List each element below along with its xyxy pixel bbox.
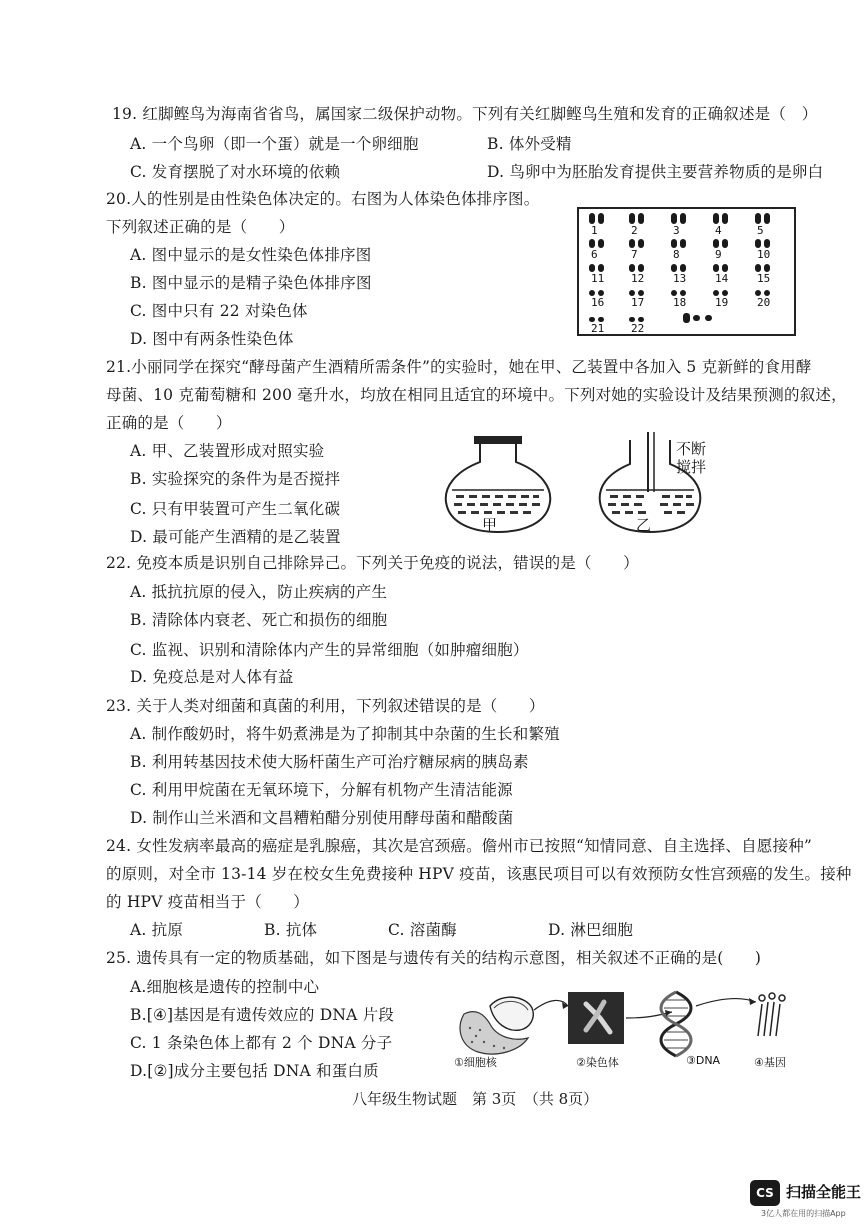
q19-stem: 19. 红脚鲣鸟为海南省省鸟，属国家二级保护动物。下列有关红脚鲣鸟生殖和发育的正确叙述是（ ） <box>112 105 818 123</box>
q24-option-a: A. 抗原 <box>130 921 184 939</box>
q20-stem-line1: 20.人的性别是由性染色体决定的。右图为人体染色体排序图。 <box>106 190 540 208</box>
q22-stem: 22. 免疫本质是识别自己排除异己。下列关于免疫的说法，错误的是（ ） <box>106 554 639 572</box>
chromosome-glyph <box>680 239 686 249</box>
chromosome-glyph <box>764 213 770 224</box>
q23-option-c: C. 利用甲烷菌在无氧环境下，分解有机物产生清洁能源 <box>130 781 513 799</box>
flask-jia <box>446 436 550 532</box>
q19-option-a: A. 一个鸟卵（即一个蛋）就是一个卵细胞 <box>130 135 419 153</box>
stir-label-line2: 搅拌 <box>676 458 707 476</box>
q24-option-d: D. 淋巴细胞 <box>548 921 634 939</box>
q22-option-a: A. 抵抗抗原的侵入，防止疾病的产生 <box>130 583 388 601</box>
fig-label-dna: ③DNA <box>686 1054 721 1067</box>
q25-stem: 25. 遗传具有一定的物质基础，如下图是与遗传有关的结构示意图，相关叙述不正确的是( ) <box>106 949 762 967</box>
chromosome-glyph <box>671 213 677 224</box>
q22-option-b: B. 清除体内衰老、死亡和损伤的细胞 <box>130 611 388 629</box>
yeast-flask-figure <box>436 432 736 538</box>
karyotype-number: 11 <box>591 272 605 285</box>
sex-chromosome-glyph <box>705 315 712 321</box>
fig-label-gene: ④基因 <box>754 1056 786 1069</box>
chromosome-glyph <box>713 264 719 272</box>
fig-label-nucleus: ①细胞核 <box>454 1056 497 1069</box>
q20-option-c: C. 图中只有 22 对染色体 <box>130 302 308 320</box>
karyotype-number: 20 <box>757 296 771 309</box>
nucleus-drawing <box>460 997 533 1054</box>
chromosome-glyph <box>589 213 595 224</box>
sex-chromosome-glyph <box>683 313 690 323</box>
q25-option-c: C. 1 条染色体上都有 2 个 DNA 分子 <box>130 1034 393 1052</box>
stir-label-line1: 不断 <box>676 440 707 458</box>
q23-option-b: B. 利用转基因技术使大肠杆菌生产可治疗糖尿病的胰岛素 <box>130 753 529 771</box>
chromosome-glyph <box>722 213 728 224</box>
karyotype-number: 6 <box>591 248 598 261</box>
chromosome-glyph <box>671 264 677 272</box>
q25-option-d: D.[②]成分主要包括 DNA 和蛋白质 <box>130 1062 379 1080</box>
chromosome-glyph <box>755 213 761 224</box>
q19-option-c: C. 发育摆脱了对水环境的依赖 <box>130 163 341 181</box>
q21-option-d: D. 最可能产生酒精的是乙装置 <box>130 528 341 546</box>
chromosome-glyph <box>629 213 635 224</box>
page-footer: 八年级生物试题 第 3页 （共 8页） <box>352 1090 599 1108</box>
chromosome-glyph <box>755 239 761 249</box>
chromosome-glyph <box>589 239 595 249</box>
q22-option-d: D. 免疫总是对人体有益 <box>130 668 294 686</box>
q19-option-b: B. 体外受精 <box>487 135 572 153</box>
chromosome-glyph <box>764 239 770 249</box>
karyotype-number: 8 <box>673 248 680 261</box>
q21-stem-line1: 21.小丽同学在探究“酵母菌产生酒精所需条件”的实验时，她在甲、乙装置中各加入 5 克新鲜的食用酵 <box>106 358 812 376</box>
q24-option-c: C. 溶菌酶 <box>388 921 457 939</box>
q25-option-b: B.[④]基因是有遗传效应的 DNA 片段 <box>130 1006 395 1024</box>
q20-option-b: B. 图中显示的是精子染色体排序图 <box>130 274 372 292</box>
chromosome-glyph <box>671 239 677 249</box>
q24-option-b: B. 抗体 <box>264 921 318 939</box>
karyotype-number: 14 <box>715 272 729 285</box>
q19-option-d: D. 鸟卵中为胚胎发育提供主要营养物质的是卵白 <box>487 163 824 181</box>
heredity-structure-figure <box>450 984 820 1070</box>
fig-label-chromosome: ②染色体 <box>576 1056 619 1069</box>
karyotype-number: 17 <box>631 296 645 309</box>
karyotype-number: 10 <box>757 248 771 261</box>
q23-stem: 23. 关于人类对细菌和真菌的利用，下列叙述错误的是（ ） <box>106 697 545 715</box>
q24-stem-line3: 的 HPV 疫苗相当于（ ） <box>106 893 309 911</box>
q21-option-a: A. 甲、乙装置形成对照实验 <box>130 442 325 460</box>
q24-stem-line2: 的原则，对全市 13-14 岁在校女生免费接种 HPV 疫苗，该惠民项目可以有效预防女性宫颈癌的发生。接种 <box>106 865 852 883</box>
flask-yi-label: 乙 <box>636 516 652 534</box>
karyotype-number: 18 <box>673 296 687 309</box>
karyotype-number: 21 <box>591 322 605 335</box>
chromosome-glyph <box>598 213 604 224</box>
karyotype-number: 7 <box>631 248 638 261</box>
flask-jia-label: 甲 <box>482 516 498 534</box>
q21-stem-line3: 正确的是（ ） <box>106 414 232 432</box>
chromosome-glyph <box>764 264 770 272</box>
chromosome-glyph <box>722 264 728 272</box>
chromosome-glyph <box>638 213 644 224</box>
karyotype-number: 15 <box>757 272 771 285</box>
chromosome-glyph <box>629 239 635 249</box>
camscanner-logo-badge: CS <box>750 1180 780 1206</box>
chromosome-glyph <box>755 264 761 272</box>
gene-segments <box>758 993 785 1036</box>
q25-option-a: A.细胞核是遗传的控制中心 <box>130 978 320 996</box>
chromosome-glyph <box>713 239 719 249</box>
karyotype-number: 4 <box>715 224 722 237</box>
q22-option-c: C. 监视、识别和清除体内产生的异常细胞（如肿瘤细胞） <box>130 641 529 659</box>
chromosome-glyph <box>629 264 635 272</box>
q20-option-d: D. 图中有两条性染色体 <box>130 330 294 348</box>
q21-option-b: B. 实验探究的条件为是否搅拌 <box>130 470 341 488</box>
chromosome-glyph <box>680 213 686 224</box>
chromosome-glyph <box>598 264 604 272</box>
camscanner-subtitle: 3亿人都在用的扫描App <box>761 1209 846 1218</box>
chromosome-glyph <box>638 239 644 249</box>
q23-option-a: A. 制作酸奶时，将牛奶煮沸是为了抑制其中杂菌的生长和繁殖 <box>130 725 560 743</box>
karyotype-number: 1 <box>591 224 598 237</box>
karyotype-number: 19 <box>715 296 729 309</box>
camscanner-title: 扫描全能王 <box>786 1183 862 1201</box>
sex-chromosome-glyph <box>693 315 700 321</box>
karyotype-number: 3 <box>673 224 680 237</box>
karyotype-number: 5 <box>757 224 764 237</box>
karyotype-number: 13 <box>673 272 687 285</box>
q20-stem-line2: 下列叙述正确的是（ ） <box>106 218 295 236</box>
chromosome-glyph <box>713 213 719 224</box>
karyotype-number: 16 <box>591 296 605 309</box>
karyotype-number: 9 <box>715 248 722 261</box>
karyotype-figure <box>577 207 796 336</box>
chromosome-glyph <box>680 264 686 272</box>
karyotype-number: 2 <box>631 224 638 237</box>
q21-option-c: C. 只有甲装置可产生二氧化碳 <box>130 500 341 518</box>
q20-option-a: A. 图中显示的是女性染色体排序图 <box>130 246 372 264</box>
chromosome-glyph <box>589 264 595 272</box>
karyotype-number: 12 <box>631 272 645 285</box>
q24-stem-line1: 24. 女性发病率最高的癌症是乳腺癌，其次是宫颈癌。儋州市已按照“知情同意、自主选择、自愿接种” <box>106 837 813 855</box>
chromosome-glyph <box>638 264 644 272</box>
chromosome-glyph <box>598 239 604 249</box>
chromosome-glyph <box>722 239 728 249</box>
chromosome-photo <box>568 992 624 1044</box>
q23-option-d: D. 制作山兰米酒和文昌糟粕醋分别使用酵母菌和醋酸菌 <box>130 809 514 827</box>
karyotype-number: 22 <box>631 322 645 335</box>
dna-helix <box>661 992 691 1056</box>
q21-stem-line2: 母菌、10 克葡萄糖和 200 毫升水，均放在相同且适宜的环境中。下列对她的实验设计及结果预测的叙述， <box>106 386 847 404</box>
